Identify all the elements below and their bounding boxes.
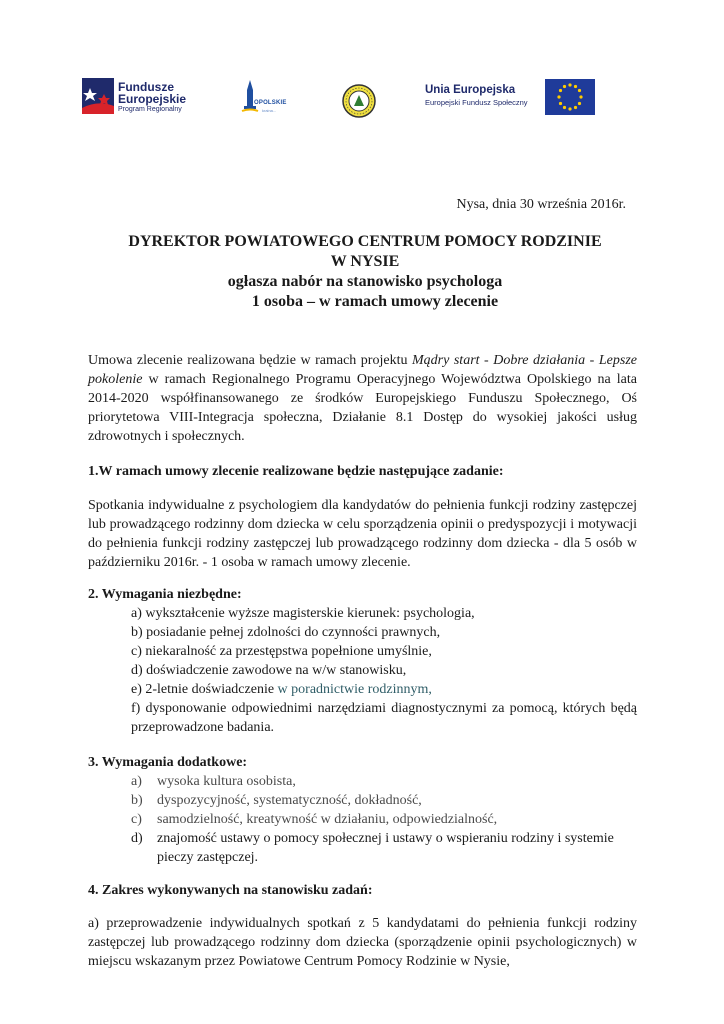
- powiat-seal-logo: [342, 84, 376, 118]
- requirements-list: [88, 604, 637, 737]
- list-item: f) dysponowanie odpowiednimi narzędziami diagnostycznymi za pomocą, których będą przeprowadzone badania.: [131, 701, 637, 735]
- opolskie-logo: [240, 80, 294, 120]
- fe-title-2: Europejskie: [118, 92, 187, 106]
- fe-star-icon: [82, 78, 114, 114]
- section-4-title: 4. Zakres wykonywanych na stanowisku zadań:: [88, 883, 373, 898]
- intro-paragraph: Umowa zlecenie realizowana będzie w ramach projektu Mądry start - Dobre działania - Lepsze pokolenie w ramach Regionalnego Programu Operacyjnego Województwa Opolskiego na lata 2014-2020 współfinansowanego ze środków Europejskiego Funduszu Społecznego, Oś priorytetowa VIII-Integracja społeczna, Działanie 8.1 Dostęp do wysokiej jakości usług zdrowotnych i społecznych.: [88, 353, 637, 444]
- seal-icon: [342, 84, 376, 118]
- section-4-text: a) przeprowadzenie indywidualnych spotkań z 5 kandydatami do pełnienia funkcji rodziny zastępczej lub prowadzącego rodzinny dom dziecka (sporządzenie opinii psychologicznych) w miejscu wskazanym przez Powiatowe Centrum Pomocy Rodzinie w Nysie,: [88, 916, 637, 969]
- list-item: a) wykształcenie wyższe magisterskie kierunek: psychologia,: [131, 606, 475, 621]
- heading-line-4: 1 osoba – w ramach umowy zlecenie: [251, 293, 499, 310]
- heading-line-2: W NYSIE: [330, 253, 400, 270]
- unia-europejska-logo: [425, 77, 595, 117]
- document-heading: [80, 232, 650, 312]
- list-item: e) 2-letnie doświadczenie w poradnictwie rodzinnym,: [131, 682, 432, 697]
- fe-subtitle: Program Regionalny: [118, 106, 182, 113]
- document-date: Nysa, dnia 30 września 2016r.: [456, 197, 626, 212]
- tower-icon: [240, 80, 260, 114]
- heading-line-3: ogłasza nabór na stanowisko psychologa: [227, 273, 503, 290]
- list-item: c) samodzielność, kreatywność w działaniu, odpowiedzialność,: [131, 812, 498, 827]
- opolskie-name: OPOLSKIE: [254, 100, 287, 106]
- ue-title: Unia Europejska: [425, 84, 516, 96]
- project-name: Mądry start - Dobre działania - Lepsze pokolenie: [88, 353, 637, 387]
- list-item: b) dyspozycyjność, systematyczność, dokładność,: [131, 793, 422, 808]
- section-1-text: Spotkania indywidualne z psychologiem dla kandydatów do pełnienia funkcji rodziny zastępczej lub prowadzącego rodzinny dom dziecka w celu sporządzenia opinii o predyspozycji i motywacji do pełnienia funkcji rodziny zastępczej lub prowadzącego rodzinny dom dziecka - dla 5 osób w październiku 2016r. - 1 osoba w ramach umowy zlecenie.: [88, 498, 637, 570]
- list-item: d) doświadczenie zawodowe na w/w stanowisku,: [131, 663, 407, 678]
- heading-line-1: DYREKTOR POWIATOWEGO CENTRUM POMOCY RODZINIE: [128, 233, 602, 250]
- section-1-title: 1.W ramach umowy zlecenie realizowane będzie następujące zadanie:: [88, 464, 504, 479]
- section-2-title: 2. Wymagania niezbędne:: [88, 587, 242, 602]
- list-item: b) posiadanie pełnej zdolności do czynności prawnych,: [131, 625, 441, 640]
- list-item: d) znajomość ustawy o pomocy społecznej i ustawy o wspieraniu rodziny i systemie pieczy zastępczej.: [131, 831, 614, 865]
- list-item: c) niekaralność za przestępstwa popełnione umyślnie,: [131, 644, 432, 659]
- section-3-title: 3. Wymagania dodatkowe:: [88, 755, 248, 770]
- fe-title-1: Fundusze: [118, 80, 174, 94]
- additional-requirements-list: [88, 772, 637, 867]
- document-body: [88, 351, 637, 971]
- ue-subtitle: Europejski Fundusz Społeczny: [425, 98, 528, 107]
- opolskie-tagline: kraina...: [262, 108, 277, 113]
- logo-bar: [80, 72, 600, 122]
- eu-flag-icon: [545, 79, 595, 115]
- fundusze-europejskie-logo: [82, 76, 194, 120]
- list-item: a) wysoka kultura osobista,: [131, 774, 296, 789]
